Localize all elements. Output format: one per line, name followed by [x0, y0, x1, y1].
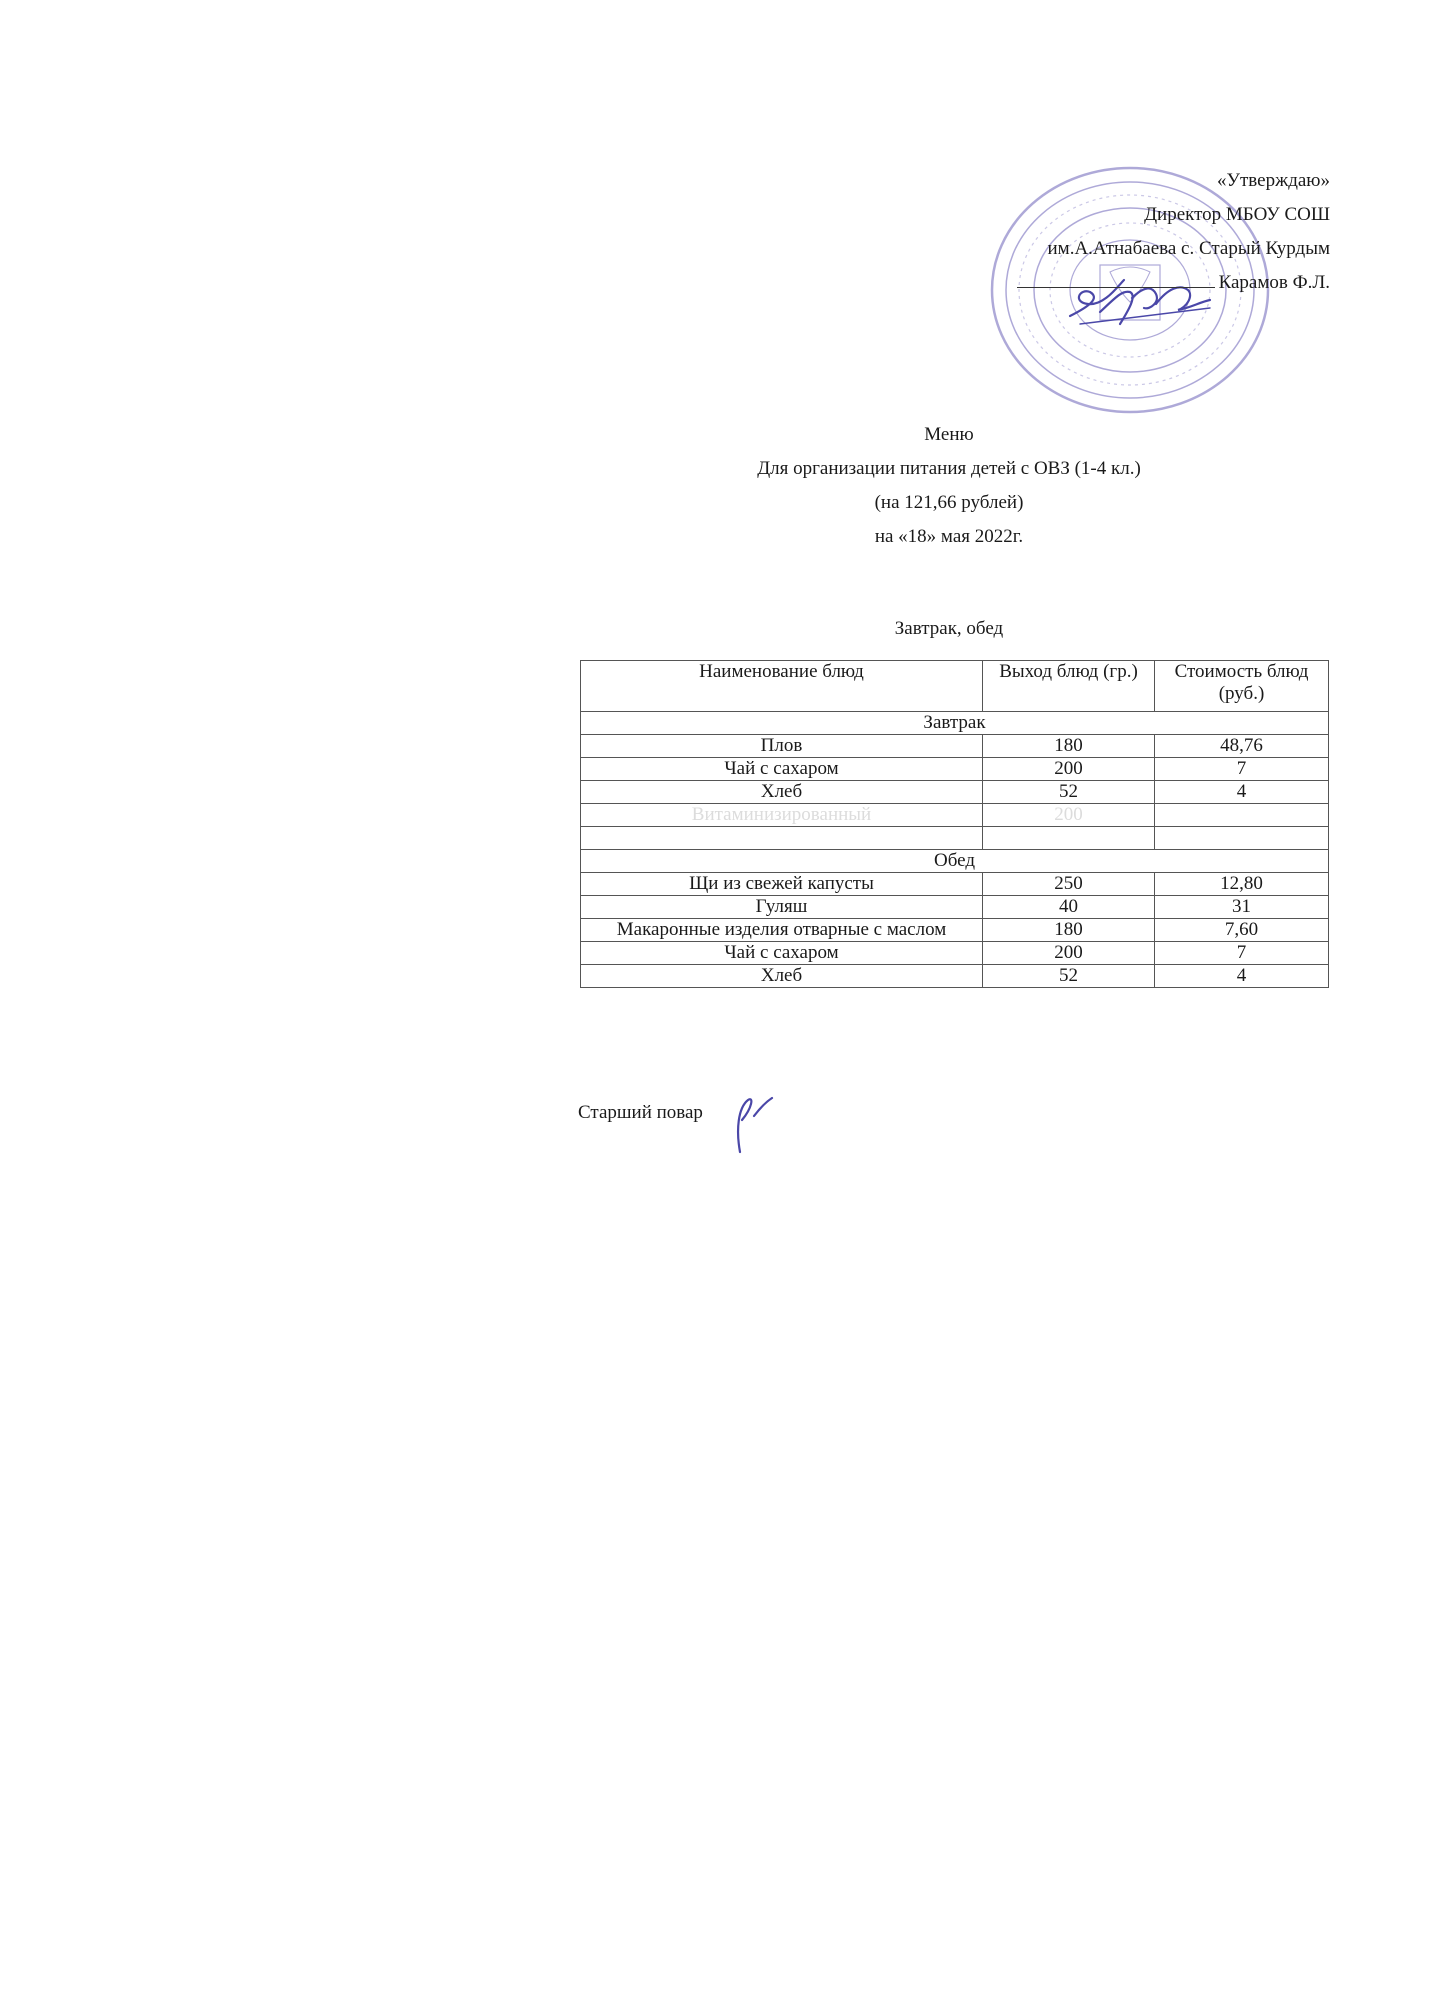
dish-qty: 250: [983, 873, 1155, 896]
dish-cost: 7: [1155, 758, 1329, 781]
dish-name: Витаминизированный: [581, 804, 983, 827]
table-header-row: [581, 661, 1329, 712]
section-title: Завтрак, обед: [894, 618, 1004, 639]
column-header-qty: Выход блюд (гр.): [983, 661, 1155, 712]
dish-name: Хлеб: [581, 781, 983, 804]
table-row: [581, 781, 1329, 804]
chef-label: Старший повар: [578, 1102, 703, 1123]
table-row: [581, 942, 1329, 965]
dish-qty: [983, 827, 1155, 850]
dish-cost: 4: [1155, 781, 1329, 804]
dish-cost: 7: [1155, 942, 1329, 965]
dish-name: Плов: [581, 735, 983, 758]
approval-heading: «Утверждаю»: [1217, 170, 1330, 191]
table-row: [581, 919, 1329, 942]
dish-qty: 52: [983, 965, 1155, 988]
dish-name: [581, 827, 983, 850]
document-title: Меню: [924, 424, 974, 445]
table-row: [581, 735, 1329, 758]
dish-cost: [1155, 827, 1329, 850]
approval-name: Карамов Ф.Л.: [1218, 272, 1330, 293]
dish-qty: 180: [983, 919, 1155, 942]
dish-qty: 180: [983, 735, 1155, 758]
dish-name: Щи из свежей капусты: [581, 873, 983, 896]
lunch-section-row: [581, 850, 1329, 873]
table-row: [581, 758, 1329, 781]
dish-cost: 31: [1155, 896, 1329, 919]
signature-underline: [1017, 267, 1215, 288]
chef-signature-icon: [718, 1090, 778, 1160]
table-row: [581, 804, 1329, 827]
dish-qty: 200: [983, 804, 1155, 827]
dish-qty: 200: [983, 942, 1155, 965]
menu-table: [580, 660, 1329, 988]
document-subtitle: Для организации питания детей с ОВЗ (1-4 кл.): [757, 458, 1141, 479]
dish-qty: 52: [983, 781, 1155, 804]
document-header: [580, 418, 1318, 554]
approval-school: им.А.Атнабаева с. Старый Курдым: [1047, 238, 1330, 259]
breakfast-section-row: [581, 712, 1329, 735]
dish-name: Чай с сахаром: [581, 758, 983, 781]
dish-cost: 4: [1155, 965, 1329, 988]
dish-cost: [1155, 804, 1329, 827]
dish-cost: 7,60: [1155, 919, 1329, 942]
dish-name: Хлеб: [581, 965, 983, 988]
document-price: (на 121,66 рублей): [874, 492, 1024, 513]
dish-cost: 12,80: [1155, 873, 1329, 896]
approval-signature-line: [1017, 266, 1330, 300]
dish-qty: 40: [983, 896, 1155, 919]
table-row: [581, 896, 1329, 919]
column-header-cost: Стоимость блюд (руб.): [1155, 661, 1329, 712]
dish-name: Макаронные изделия отварные с маслом: [581, 919, 983, 942]
dish-qty: 200: [983, 758, 1155, 781]
approval-position: Директор МБОУ СОШ: [1144, 204, 1330, 225]
table-row: [581, 873, 1329, 896]
table-row: [581, 827, 1329, 850]
document-date: на «18» мая 2022г.: [874, 526, 1024, 547]
dish-name: Гуляш: [581, 896, 983, 919]
table-row: [581, 965, 1329, 988]
approval-block: [1017, 164, 1330, 300]
dish-cost: 48,76: [1155, 735, 1329, 758]
lunch-label: Обед: [581, 850, 1329, 873]
breakfast-label: Завтрак: [581, 712, 1329, 735]
column-header-name: Наименование блюд: [581, 661, 983, 712]
dish-name: Чай с сахаром: [581, 942, 983, 965]
